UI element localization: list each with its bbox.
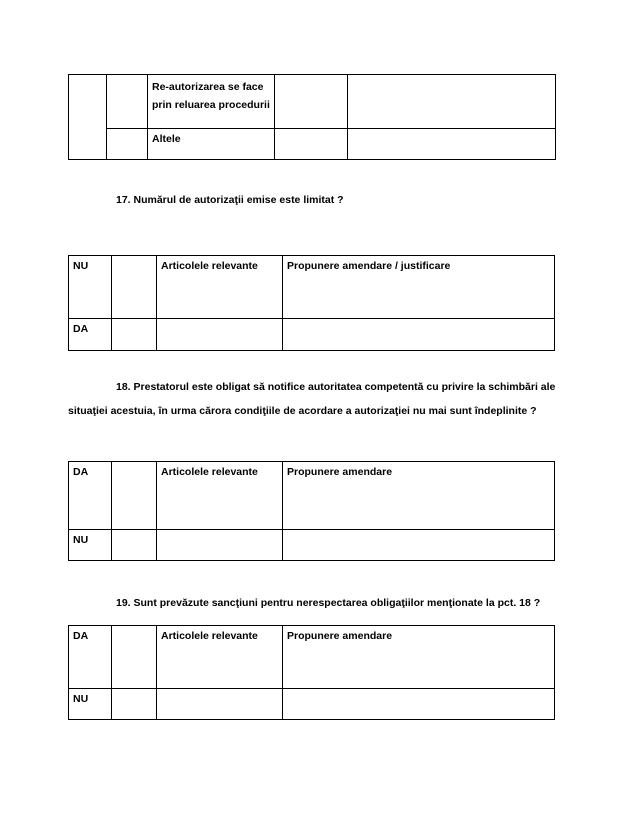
table-cell bbox=[107, 129, 148, 160]
answer-cell: DA bbox=[69, 319, 112, 351]
table-q17 bbox=[68, 255, 555, 351]
answer-cell: DA bbox=[69, 626, 112, 689]
table-cell bbox=[112, 319, 157, 351]
propunere-header: Propunere amendare bbox=[283, 462, 555, 530]
question-19: 19. Sunt prevăzute sancţiuni pentru nerespectarea obligaţiilor menţionate la pct. 18 ? bbox=[116, 597, 541, 609]
propunere-header: Propunere amendare bbox=[283, 626, 555, 689]
question-17: 17. Numărul de autorizaţii emise este limitat ? bbox=[116, 194, 344, 206]
cell-line: Altele bbox=[152, 133, 181, 145]
articole-header: Articolele relevante bbox=[157, 256, 283, 319]
question-18-line1: 18. Prestatorul este obligat să notifice autoritatea competentă cu privire la schimbări ale bbox=[116, 381, 556, 393]
table-cell bbox=[148, 129, 275, 160]
table-cell bbox=[348, 129, 556, 160]
question-18-line2: situaţiei acestuia, în urma cărora condiţiile de acordare a autorizaţiei nu mai sunt îndeplinite ? bbox=[68, 405, 537, 417]
table-q19 bbox=[68, 625, 555, 720]
answer-cell: NU bbox=[69, 689, 112, 720]
cell-line: prin reluarea procedurii bbox=[152, 99, 270, 111]
answer-cell: NU bbox=[69, 530, 112, 561]
table-cell bbox=[283, 689, 555, 720]
table-cell bbox=[283, 530, 555, 561]
table-cell bbox=[112, 689, 157, 720]
table-cell bbox=[157, 689, 283, 720]
table-cell bbox=[157, 319, 283, 351]
table-cell bbox=[69, 75, 107, 160]
table-cell bbox=[112, 530, 157, 561]
propunere-header: Propunere amendare / justificare bbox=[283, 256, 555, 319]
table-row bbox=[69, 319, 555, 351]
table-cell bbox=[157, 530, 283, 561]
answer-cell: NU bbox=[69, 256, 112, 319]
table-cell bbox=[348, 75, 556, 129]
table-reautorizare bbox=[68, 74, 556, 160]
table-cell bbox=[112, 626, 157, 689]
articole-header: Articolele relevante bbox=[157, 462, 283, 530]
table-row bbox=[69, 129, 556, 160]
table-cell bbox=[275, 129, 348, 160]
table-cell bbox=[112, 256, 157, 319]
table-cell bbox=[148, 75, 275, 129]
table-q18 bbox=[68, 461, 555, 561]
table-row bbox=[69, 626, 555, 689]
table-cell bbox=[107, 75, 148, 129]
table-cell bbox=[275, 75, 348, 129]
answer-cell: DA bbox=[69, 462, 112, 530]
table-row bbox=[69, 689, 555, 720]
articole-header: Articolele relevante bbox=[157, 626, 283, 689]
table-cell bbox=[283, 319, 555, 351]
table-row bbox=[69, 530, 555, 561]
table-row bbox=[69, 75, 556, 129]
table-cell bbox=[112, 462, 157, 530]
table-row bbox=[69, 462, 555, 530]
table-row bbox=[69, 256, 555, 319]
cell-line: Re-autorizarea se face bbox=[152, 81, 264, 93]
